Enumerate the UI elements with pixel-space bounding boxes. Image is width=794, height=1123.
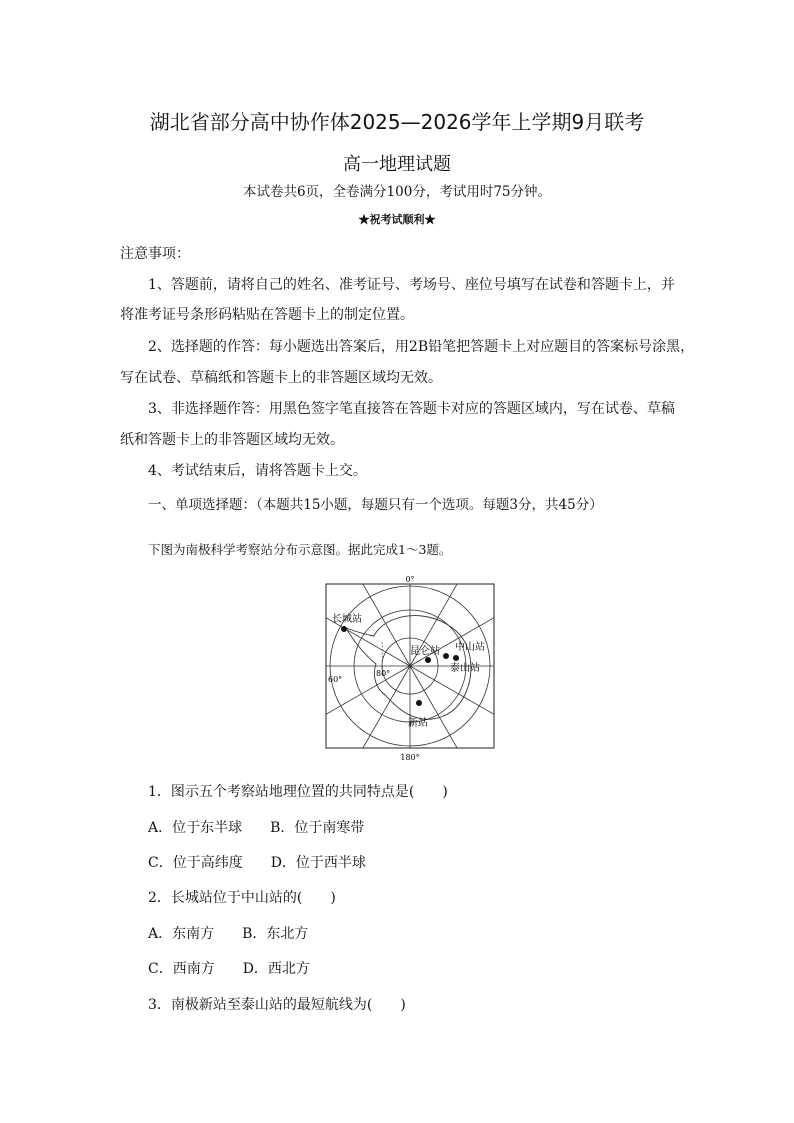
question-2-options-b: C．西南方 D．西北方	[148, 961, 310, 977]
note-line-3: 2、选择题的作答：每小题选出答案后，用2B铅笔把答题卡上对应题目的答案标号涂黑，	[148, 339, 695, 355]
meridian-60-label: 60°	[328, 675, 343, 684]
exam-wish: ★祝考试顺利★	[358, 213, 436, 226]
exam-title: 湖北省部分高中协作体2025—2026学年上学期9月联考	[149, 110, 645, 134]
exam-subtitle: 高一地理试题	[343, 154, 451, 175]
taishan-station-dot	[453, 655, 459, 661]
latitude-80-label: 80°	[376, 669, 391, 678]
question-2-stem: 2．长城站位于中山站的( )	[148, 890, 336, 906]
meridian-180-label: 180°	[400, 753, 420, 762]
note-line-6: 纸和答题卡上的非答题区域均无效。	[120, 432, 344, 448]
changcheng-station-dot	[341, 626, 347, 632]
taishan-label: 泰山站	[450, 663, 480, 674]
note-line-4: 写在试卷、草稿纸和答题卡上的非答题区域均无效。	[120, 370, 442, 386]
section-intro: 下图为南极科学考察站分布示意图。据此完成1～3题。	[148, 542, 452, 557]
antarctic-station-map	[322, 572, 498, 762]
question-1-options-b: C．位于高纬度 D．位于西半球	[148, 855, 366, 871]
kunlun-label: 昆仑站	[410, 646, 440, 657]
meridian-0-label: 0°	[405, 575, 415, 584]
note-line-7: 4、考试结束后，请将答题卡上交。	[148, 463, 367, 479]
notes-heading: 注意事项：	[120, 246, 190, 262]
exam-info: 本试卷共6页，全卷满分100分，考试用时75分钟。	[242, 184, 552, 200]
section-heading: 一、单项选择题：（本题共15小题，每题只有一个选项。每题3分，共45分）	[148, 497, 603, 513]
changcheng-label: 长城站	[332, 614, 362, 625]
xinzhan-label: 新站	[408, 718, 428, 729]
question-2-options-a: A．东南方 B．东北方	[148, 926, 309, 942]
note-line-2: 将准考证号条形码粘贴在答题卡上的制定位置。	[120, 307, 414, 323]
xinzhan-station-dot	[416, 700, 422, 706]
kunlun-station-dot	[425, 657, 431, 663]
note-line-1: 1、答题前，请将自己的姓名、准考证号、考场号、座位号填写在试卷和答题卡上，并	[148, 277, 675, 293]
note-line-5: 3、非选择题作答：用黑色签字笔直接答在答题卡对应的答题区域内，写在试卷、草稿	[148, 401, 675, 417]
question-1-stem: 1．图示五个考察站地理位置的共同特点是( )	[148, 784, 448, 800]
zhongshan-label: 中山站	[455, 642, 485, 653]
zhongshan-station-dot	[443, 653, 449, 659]
question-3-stem: 3．南极新站至泰山站的最短航线为( )	[148, 997, 406, 1013]
question-1-options-a: A．位于东半球 B．位于南寒带	[148, 820, 365, 836]
